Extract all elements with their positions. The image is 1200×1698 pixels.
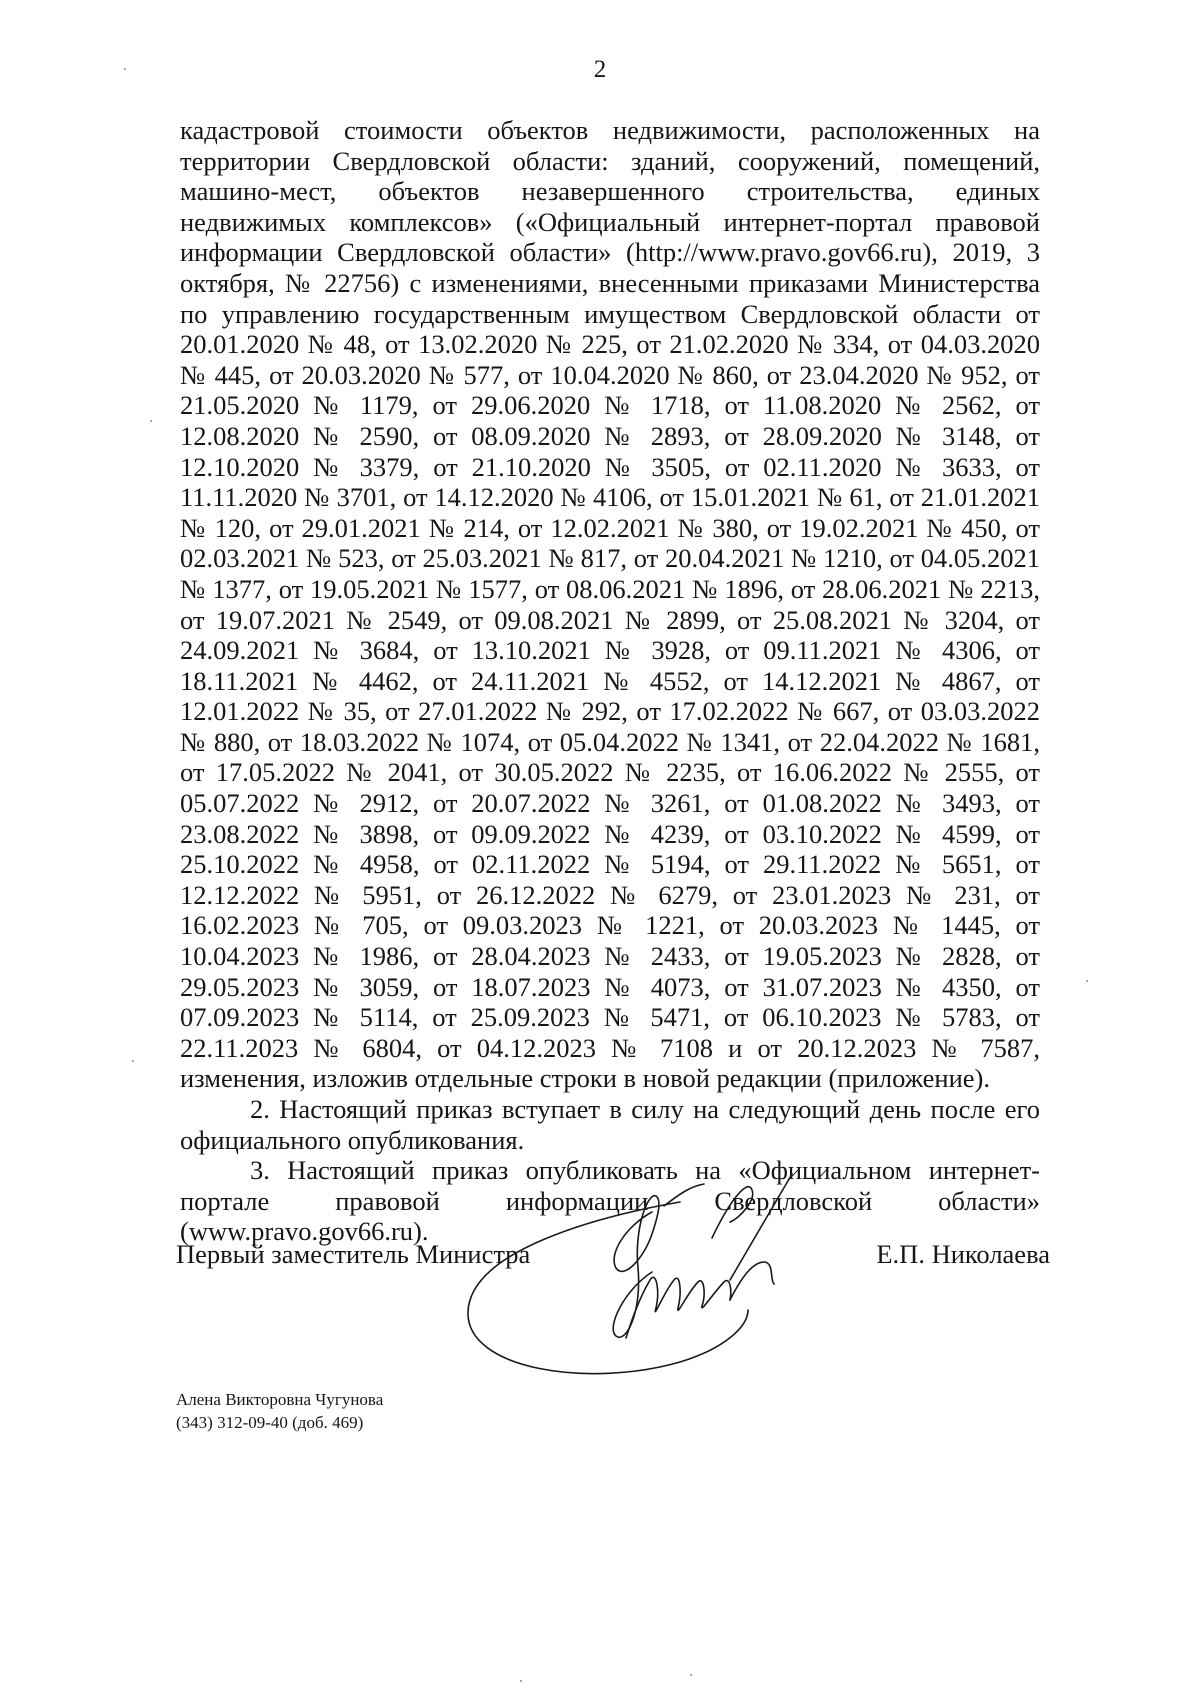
scan-speck <box>690 1674 692 1676</box>
scan-speck <box>150 420 152 422</box>
paragraph-amendments: кадастровой стоимости объектов недвижимости, расположенных на территории Свердловской области: зданий, сооружений, помещений, машино-мест, объектов незавершенного строительства, единых недвижимых комплексов» («Официальный интернет-портал правовой информации Свердловской области» (http://www.pravo.gov66.ru), 2019, 3 октября, № 22756) с изменениями, внесенными приказами Министерства по управлению государственным имуществом Свердловской области от 20.01.2020 № 48, от 13.02.2020 № 225, от 21.02.2020 № 334, от 04.03.2020 № 445, от 20.03.2020 № 577, от 10.04.2020 № 860, от 23.04.2020 № 952, от 21.05.2020 № 1179, от 29.06.2020 № 1718, от 11.08.2020 № 2562, от 12.08.2020 № 2590, от 08.09.2020 № 2893, от 28.09.2020 № 3148, от 12.10.2020 № 3379, от 21.10.2020 № 3505, от 02.11.2020 № 3633, от 11.11.2020 № 3701, от 14.12.2020 № 4106, от 15.01.2021 № 61, от 21.01.2021 № 120, от 29.01.2021 № 214, от 12.02.2021 № 380, от 19.02.2021 № 450, от 02.03.2021 № 523, от 25.03.2021 № 817, от 20.04.2021 № 1210, от 04.05.2021 № 1377, от 19.05.2021 № 1577, от 08.06.2021 № 1896, от 28.06.2021 № 2213, от 19.07.2021 № 2549, от 09.08.2021 № 2899, от 25.08.2021 № 3204, от 24.09.2021 № 3684, от 13.10.2021 № 3928, от 09.11.2021 № 4306, от 18.11.2021 № 4462, от 24.11.2021 № 4552, от 14.12.2021 № 4867, от 12.01.2022 № 35, от 27.01.2022 № 292, от 17.02.2022 № 667, от 03.03.2022 № 880, от 18.03.2022 № 1074, от 05.04.2022 № 1341, от 22.04.2022 № 1681, от 17.05.2022 № 2041, от 30.05.2022 № 2235, от 16.06.2022 № 2555, от 05.07.2022 № 2912, от 20.07.2022 № 3261, от 01.08.2022 № 3493, от 23.08.2022 № 3898, от 09.09.2022 № 4239, от 03.10.2022 № 4599, от 25.10.2022 № 4958, от 02.11.2022 № 5194, от 29.11.2022 № 5651, от 12.12.2022 № 5951, от 26.12.2022 № 6279, от 23.01.2023 № 231, от 16.02.2023 № 705, от 09.03.2023 № 1221, от 20.03.2023 № 1445, от 10.04.2023 № 1986, от 28.04.2023 № 2433, от 19.05.2023 № 2828, от 29.05.2023 № 3059, от 18.07.2023 № 4073, от 31.07.2023 № 4350, от 07.09.2023 № 5114, от 25.09.2023 № 5471, от 06.10.2023 № 5783, от 22.11.2023 № 6804, от 04.12.2023 № 7108 и от 20.12.2023 № 7587, изменения, изложив отдельные строки в новой редакции (приложение). <box>180 115 1040 1094</box>
signatory-name: Е.П. Николаева <box>876 1239 1050 1269</box>
paragraph-publication: 3. Настоящий приказ опубликовать на «Официальном интернет-портале правовой информации Свердловской области» (www.pravo.gov66.ru). <box>180 1155 1040 1247</box>
document-body <box>180 115 1040 1247</box>
handwritten-signature <box>430 1130 870 1400</box>
contact-name: Алена Викторовна Чугунова <box>176 1390 384 1409</box>
contact-phone: (343) 312-09-40 (доб. 469) <box>176 1413 364 1432</box>
page-number: 2 <box>593 56 607 83</box>
contact-block <box>176 1388 383 1434</box>
scan-speck <box>520 1680 522 1682</box>
paragraph-effective-date: 2. Настоящий приказ вступает в силу на следующий день после его официального опубликования. <box>180 1094 1040 1155</box>
signatory-title: Первый заместитель Министра <box>176 1239 531 1269</box>
scan-speck <box>124 68 126 70</box>
scan-speck <box>1086 980 1088 982</box>
scan-speck <box>132 1060 134 1062</box>
